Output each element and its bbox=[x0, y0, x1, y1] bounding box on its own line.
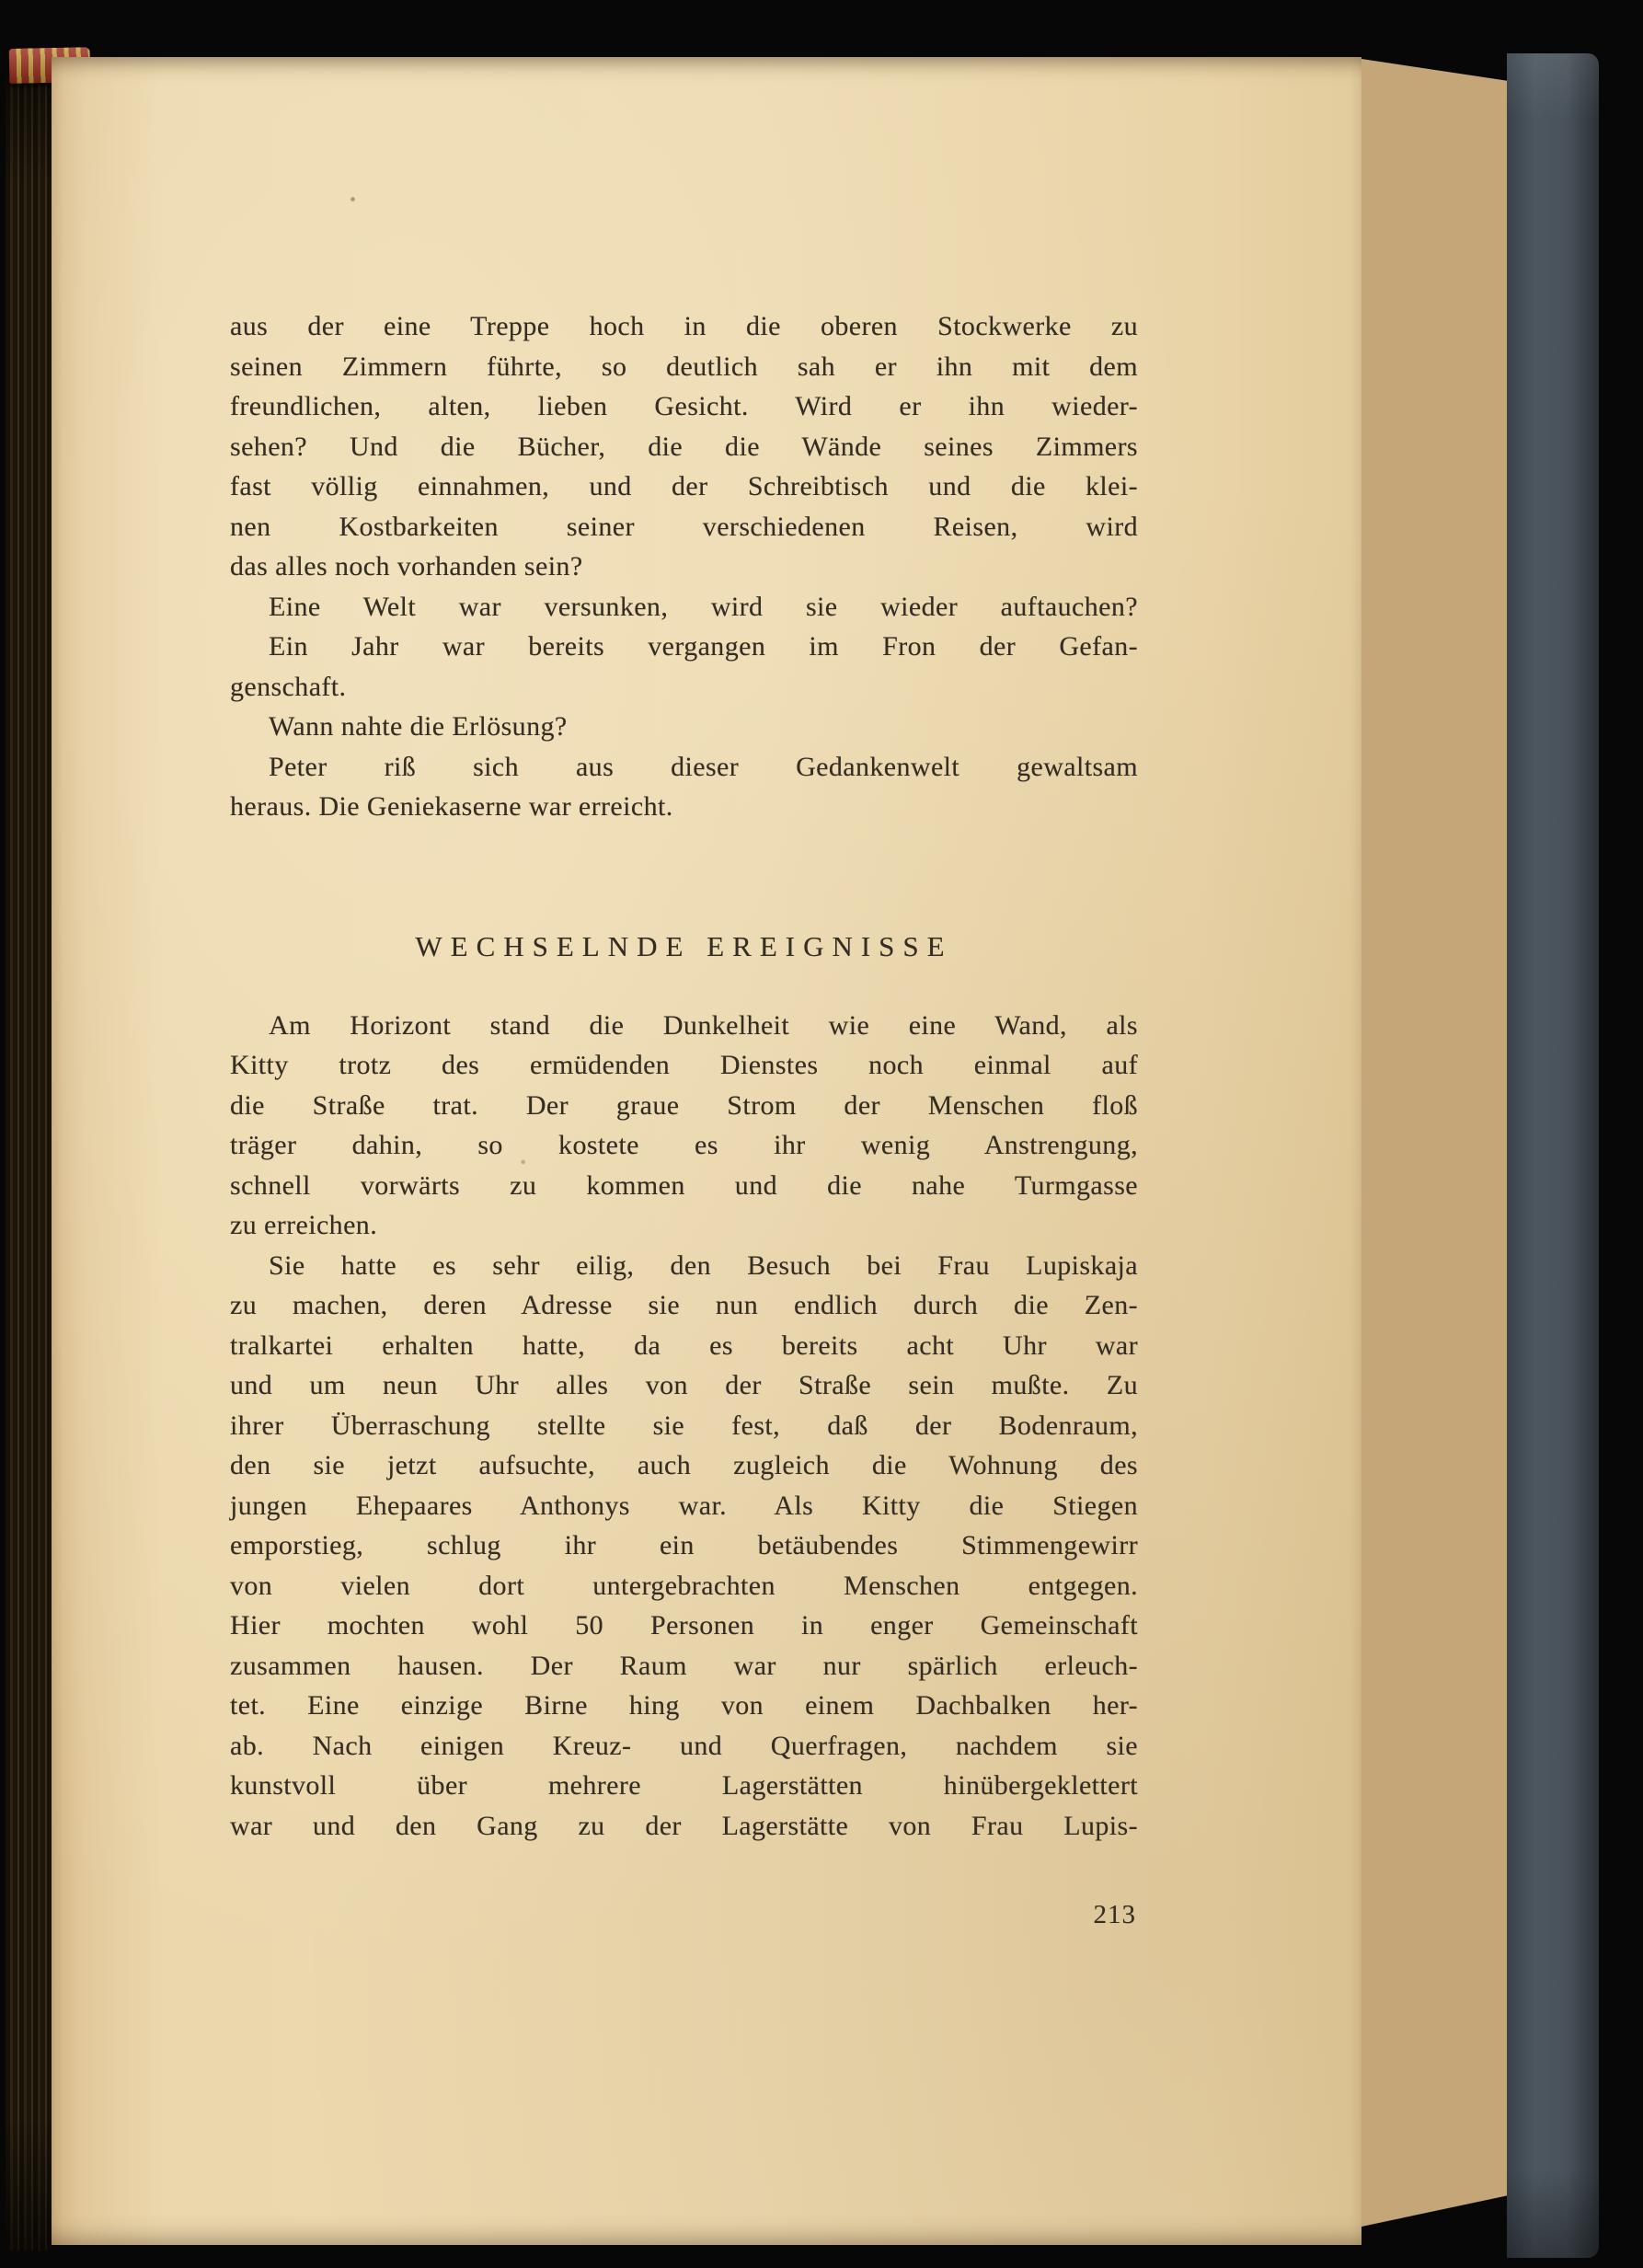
left-page-gutter bbox=[6, 52, 52, 2251]
text-line: jungen Ehepaares Anthonys war. Als Kitty die Stiegen bbox=[230, 1490, 1138, 1521]
text-line: nen Kostbarkeiten seiner verschiedenen Reisen, wird bbox=[230, 511, 1138, 542]
text-line: und um neun Uhr alles von der Straße sein mußte. Zu bbox=[230, 1370, 1138, 1400]
text-line: Ein Jahr war bereits vergangen im Fron der Gefan- bbox=[269, 631, 1138, 662]
text-line: zu machen, deren Adresse sie nun endlich durch die Zen- bbox=[230, 1290, 1138, 1320]
paragraph bbox=[230, 707, 1138, 747]
text-line: Hier mochten wohl 50 Personen in enger Gemeinschaft bbox=[230, 1610, 1138, 1641]
text-line: kunstvoll über mehrere Lagerstätten hinübergeklettert bbox=[230, 1770, 1138, 1801]
text-line: träger dahin, so kostete es ihr wenig Anstrengung, bbox=[230, 1130, 1138, 1160]
text-line: ihrer Überraschung stellte sie fest, daß der Bodenraum, bbox=[230, 1410, 1138, 1441]
text-line: heraus. Die Geniekaserne war erreicht. bbox=[230, 791, 673, 822]
text-line: ab. Nach einigen Kreuz- und Querfragen, nachdem sie bbox=[230, 1730, 1138, 1761]
text-line: freundlichen, alten, lieben Gesicht. Wird er ihn wieder- bbox=[230, 391, 1138, 421]
text-line: aus der eine Treppe hoch in die oberen Stockwerke zu bbox=[230, 311, 1138, 341]
text-line: von vielen dort untergebrachten Menschen entgegen. bbox=[230, 1570, 1138, 1601]
text-line: Kitty trotz des ermüdenden Dienstes noch einmal auf bbox=[230, 1050, 1138, 1080]
book-page bbox=[52, 57, 1362, 2245]
book-back-cover bbox=[1507, 53, 1599, 2258]
text-line: emporstieg, schlug ihr ein betäubendes Stimmengewirr bbox=[230, 1530, 1138, 1560]
text-line: das alles noch vorhanden sein? bbox=[230, 551, 583, 581]
text-line: seinen Zimmern führte, so deutlich sah er ihn mit dem bbox=[230, 351, 1138, 382]
paragraph bbox=[230, 587, 1138, 627]
text-line: tet. Eine einzige Birne hing von einem Dachbalken her- bbox=[230, 1690, 1138, 1721]
text-line: tralkartei erhalten hatte, da es bereits acht Uhr war bbox=[230, 1330, 1138, 1361]
text-line: fast völlig einnahmen, und der Schreibtisch und die klei- bbox=[230, 471, 1138, 501]
text-line: Wann nahte die Erlösung? bbox=[269, 711, 568, 742]
text-line: schnell vorwärts zu kommen und die nahe Turmgasse bbox=[230, 1169, 1138, 1201]
paragraph bbox=[230, 627, 1138, 707]
text-line: Eine Welt war versunken, wird sie wieder auftauchen? bbox=[269, 591, 1138, 622]
page-text-block bbox=[230, 306, 1138, 1933]
text-line: zusammen hausen. Der Raum war nur spärlich erleuch- bbox=[230, 1650, 1138, 1681]
text-line: war und den Gang zu der Lagerstätte von Frau Lupis- bbox=[230, 1810, 1138, 1841]
paragraph-continuation bbox=[230, 306, 1138, 587]
page-number: 213 bbox=[1093, 1900, 1136, 1929]
paragraph bbox=[230, 1006, 1138, 1246]
text-line: genschaft. bbox=[230, 671, 347, 702]
text-line: Sie hatte es sehr eilig, den Besuch bei Frau Lupiskaja bbox=[269, 1249, 1138, 1281]
paragraph bbox=[230, 1246, 1138, 1847]
page-fore-edge-stack bbox=[1362, 59, 1509, 2227]
paragraph bbox=[230, 747, 1138, 827]
text-line: Peter riß sich aus dieser Gedankenwelt gewaltsam bbox=[269, 751, 1138, 782]
text-line: die Straße trat. Der graue Strom der Menschen floß bbox=[230, 1089, 1138, 1121]
chapter-heading: WECHSELNDE EREIGNISSE bbox=[415, 929, 953, 962]
text-line: den sie jetzt aufsuchte, auch zugleich die Wohnung des bbox=[230, 1450, 1138, 1480]
text-line: Am Horizont stand die Dunkelheit wie eine Wand, als bbox=[269, 1009, 1138, 1041]
text-line: zu erreichen. bbox=[230, 1210, 378, 1240]
text-line: sehen? Und die Bücher, die die Wände seines Zimmers bbox=[230, 431, 1138, 462]
